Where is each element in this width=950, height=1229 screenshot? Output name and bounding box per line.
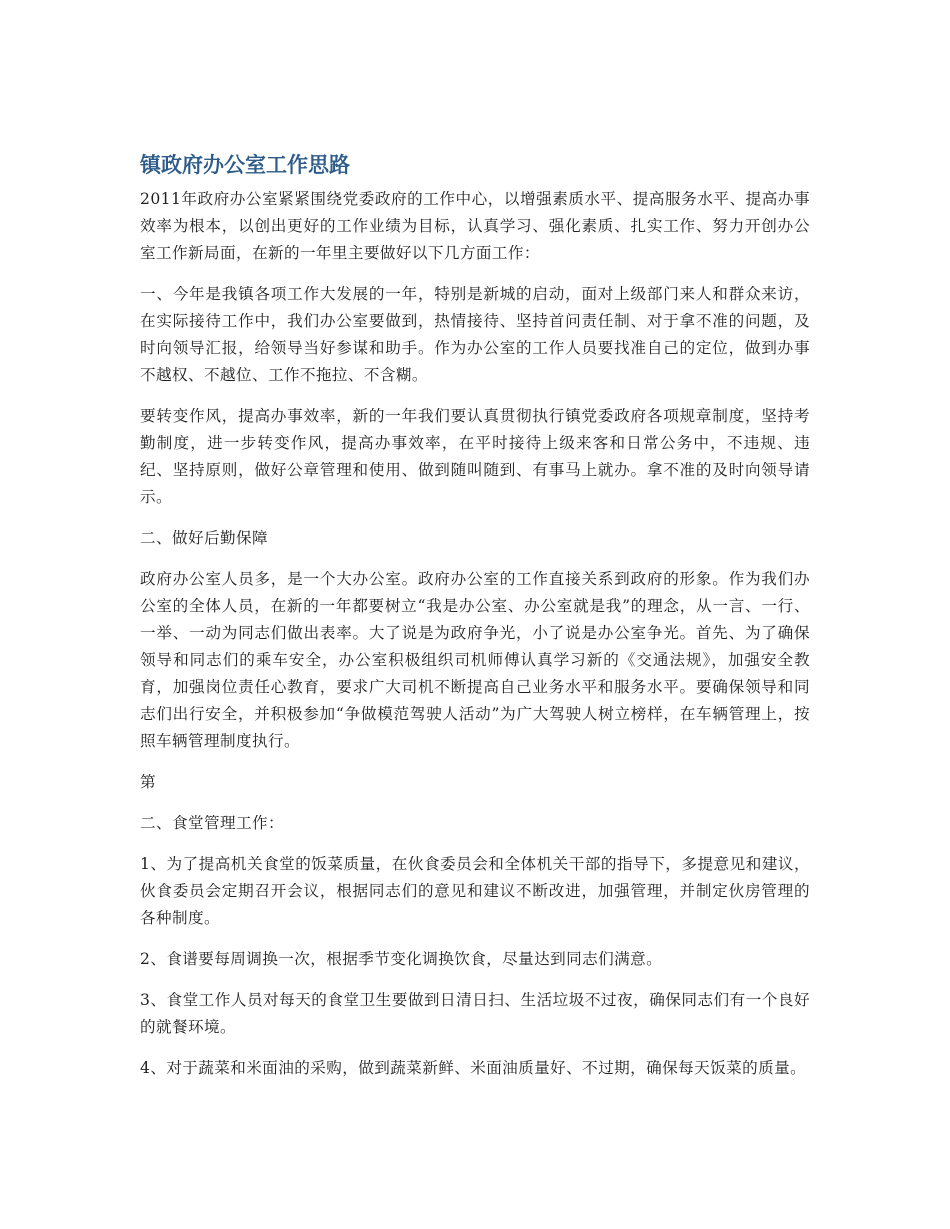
canteen-item-1: 1、为了提高机关食堂的饭菜质量，在伙食委员会和全体机关干部的指导下，多提意见和建议，伙食委员会定期召开会议，根据同志们的意见和建议不断改进，加强管理，并制定伙房管理的各种制度。 — [140, 855, 810, 927]
section-one-paragraph: 一、今年是我镇各项工作大发展的一年，特别是新城的启动，面对上级部门来人和群众来访，在实际接待工作中，我们办公室要做到，热情接待、坚持首问责任制、对于拿不准的问题，及时向领导汇报，给领导当好参谋和助手。作为办公室的工作人员要找准自己的定位，做到办事不越权、不越位、工作不拖拉、不含糊。 — [140, 285, 810, 384]
canteen-item-2: 2、食谱要每周调换一次，根据季节变化调换饮食，尽量达到同志们满意。 — [140, 950, 663, 968]
intro-paragraph: 2011年政府办公室紧紧围绕党委政府的工作中心，以增强素质水平、提高服务水平、提高办事效率为根本，以创出更好的工作业绩为目标，认真学习、强化素质、扎实工作、努力开创办公室工作新局面，在新的一年里主要做好以下几方面工作： — [140, 190, 810, 262]
canteen-heading: 二、食堂管理工作： — [140, 814, 284, 832]
page-title: 镇政府办公室工作思路 — [140, 153, 350, 177]
stray-text: 第 — [140, 773, 156, 791]
canteen-item-4: 4、对于蔬菜和米面油的采购，做到蔬菜新鲜、米面油质量好、不过期，确保每天饭菜的质量。 — [140, 1059, 807, 1077]
logistics-paragraph: 政府办公室人员多，是一个大办公室。政府办公室的工作直接关系到政府的形象。作为我们办公室的全体人员，在新的一年都要树立“我是办公室、办公室就是我”的理念，从一言、一行、一举、一动为同志们做出表率。大了说是为政府争光，小了说是办公室争光。首先、为了确保领导和同志们的乘车安全，办公室积极组织司机师傅认真学习新的《交通法规》，加强安全教育，加强岗位责任心教育，要求广大司机不断提高自己业务水平和服务水平。要确保领导和同志们出行安全，并积极参加“争做模范驾驶人活动”为广大驾驶人树立榜样，在车辆管理上，按照车辆管理制度执行。 — [140, 570, 810, 750]
canteen-item-3: 3、食堂工作人员对每天的食堂卫生要做到日清日扫、生活垃圾不过夜，确保同志们有一个良好的就餐环境。 — [140, 991, 810, 1036]
document-page — [140, 150, 810, 1096]
section-two-heading: 二、做好后勤保障 — [140, 529, 268, 547]
work-style-paragraph: 要转变作风，提高办事效率，新的一年我们要认真贯彻执行镇党委政府各项规章制度，坚持考勤制度，进一步转变作风，提高办事效率，在平时接待上级来客和日常公务中，不违规、违纪、坚持原则，做好公章管理和使用、做到随叫随到、有事马上就办。拿不准的及时向领导请示。 — [140, 407, 810, 506]
